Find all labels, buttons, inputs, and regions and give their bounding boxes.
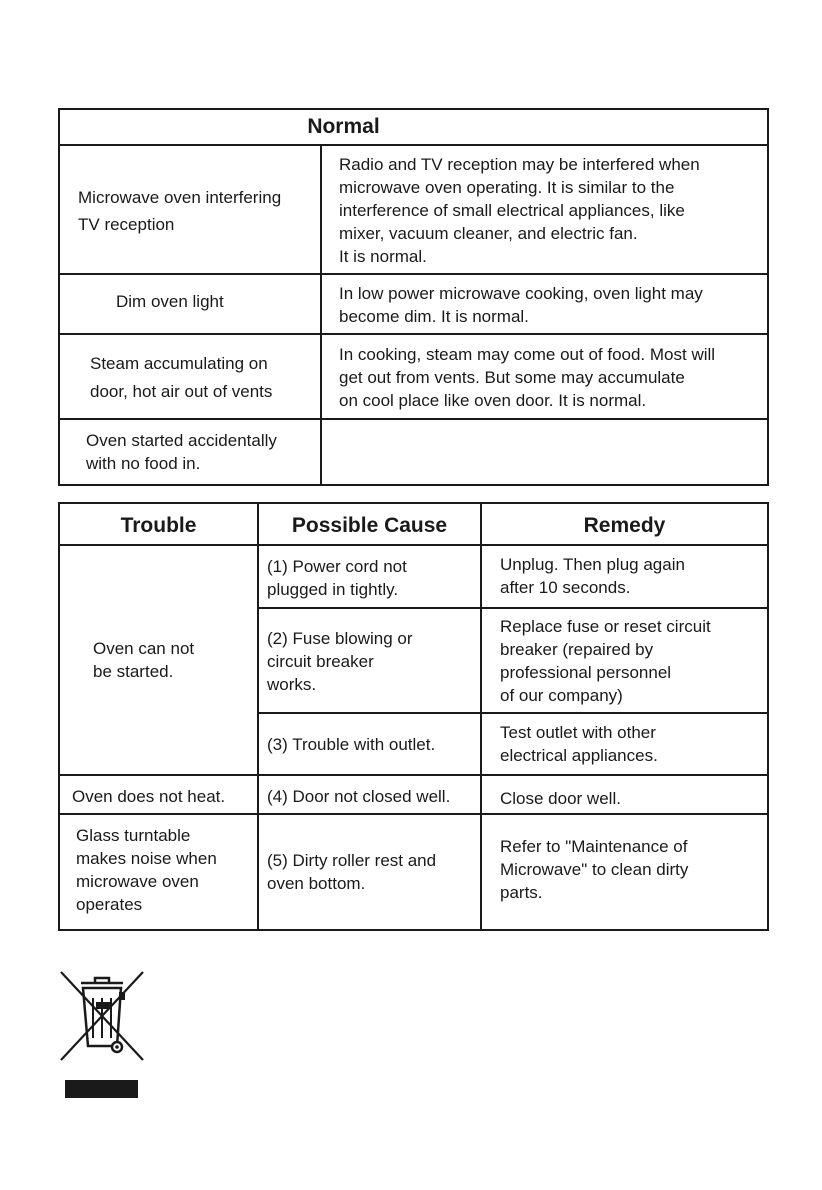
cause-cell: (2) Fuse blowing or circuit breaker works. — [267, 629, 413, 694]
normal-explanation: Radio and TV reception may be interfered when microwave oven operating. It is similar to the interference of small electrical appliances, like mixer, vacuum cleaner, and electric fan. It is normal. — [339, 155, 700, 266]
normal-symptom: Dim oven light — [116, 292, 224, 311]
normal-symptom: Microwave oven interfering TV reception — [78, 188, 282, 234]
normal-symptom: Steam accumulating on door, hot air out of vents — [90, 354, 273, 401]
cause-cell: (1) Power cord not plugged in tightly. — [267, 557, 407, 599]
cause-cell: (4) Door not closed well. — [267, 787, 451, 806]
weee-bar — [65, 1080, 138, 1098]
header-trouble: Trouble — [120, 514, 197, 537]
remedy-cell: Refer to "Maintenance of Microwave" to clean dirty parts. — [500, 837, 689, 902]
crossed-out-wheelie-bin-icon — [55, 968, 147, 1068]
trouble-cell: Oven does not heat. — [72, 787, 226, 806]
trouble-cell: Oven can not be started. — [93, 639, 195, 681]
remedy-cell: Test outlet with other electrical appliances. — [500, 723, 658, 765]
trouble-table — [58, 502, 769, 931]
cause-cell: (3) Trouble with outlet. — [267, 735, 436, 754]
normal-explanation: In cooking, steam may come out of food. Most will get out from vents. But some may accumulate on cool place like oven door. It is normal. — [339, 345, 716, 410]
remedy-cell: Unplug. Then plug again after 10 seconds. — [500, 555, 685, 597]
remedy-cell: Replace fuse or reset circuit breaker (repaired by professional personnel of our company) — [500, 617, 711, 705]
normal-symptom: Oven started accidentally with no food in. — [86, 431, 277, 473]
header-remedy: Remedy — [583, 514, 666, 537]
normal-table — [58, 108, 769, 486]
header-possible-cause: Possible Cause — [291, 514, 448, 537]
normal-table-title: Normal — [307, 115, 380, 138]
remedy-cell: Close door well. — [500, 789, 621, 808]
normal-explanation: In low power microwave cooking, oven light may become dim. It is normal. — [339, 284, 703, 326]
cause-cell: (5) Dirty roller rest and oven bottom. — [267, 851, 437, 893]
trouble-cell: Glass turntable makes noise when microwave oven operates — [76, 826, 217, 914]
